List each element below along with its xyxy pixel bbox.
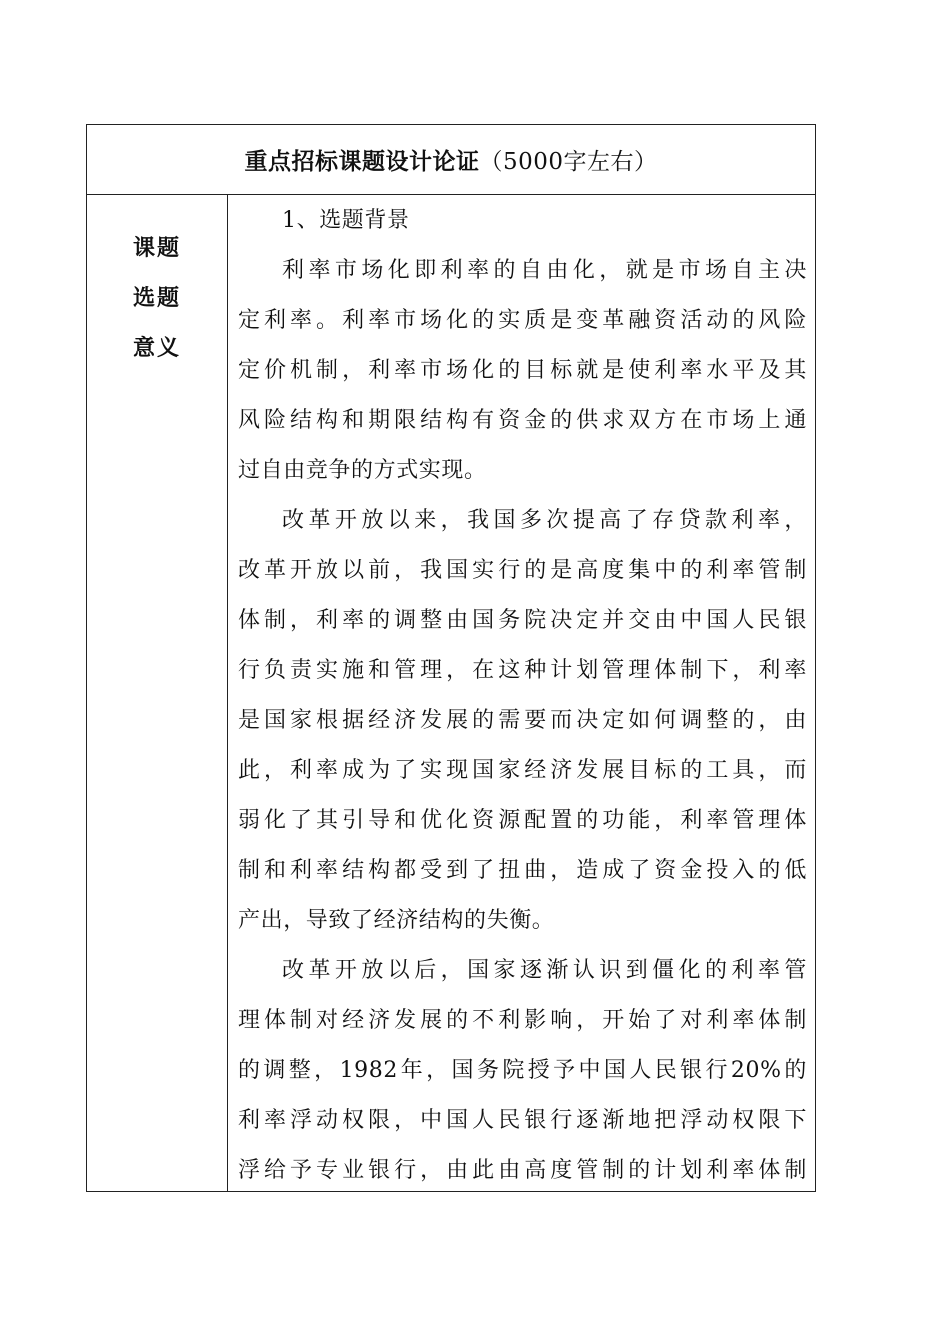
section-heading: 1、选题背景 bbox=[282, 208, 410, 233]
row-label-line: 课题 bbox=[132, 235, 181, 261]
paragraph-line: 利率浮动权限，中国人民银行逐渐地把浮动权限下 bbox=[238, 1108, 807, 1133]
paragraph-line: 改革开放以前，我国实行的是高度集中的利率管制 bbox=[238, 558, 807, 583]
table-title-row bbox=[87, 125, 815, 195]
paragraph-line: 定利率。利率市场化的实质是变革融资活动的风险 bbox=[238, 308, 807, 333]
paragraph-line: 改革开放以后，国家逐渐认识到僵化的利率管 bbox=[282, 958, 807, 983]
row-label-cell bbox=[87, 195, 228, 1191]
paragraph-line: 风险结构和期限结构有资金的供求双方在市场上通 bbox=[238, 408, 807, 433]
paragraph-line: 定价机制，利率市场化的目标就是使利率水平及其 bbox=[238, 358, 807, 383]
content-cell bbox=[228, 195, 815, 1191]
table-title bbox=[244, 143, 657, 176]
paragraph-line: 行负责实施和管理，在这种计划管理体制下，利率 bbox=[238, 658, 807, 683]
row-label-line: 选题 bbox=[132, 285, 181, 311]
table-title-main: 重点招标课题设计论证 bbox=[244, 148, 480, 175]
row-label-line: 意义 bbox=[132, 335, 181, 361]
paragraph-line: 是国家根据经济发展的需要而决定如何调整的，由 bbox=[238, 708, 807, 733]
paragraph-line: 此，利率成为了实现国家经济发展目标的工具，而 bbox=[238, 758, 807, 783]
proposal-table bbox=[86, 124, 816, 1192]
paragraph-line: 体制，利率的调整由国务院决定并交由中国人民银 bbox=[238, 608, 807, 633]
paragraph-line: 的调整，1982年，国务院授予中国人民银行20%的 bbox=[238, 1058, 807, 1083]
paragraph-line: 利率市场化即利率的自由化，就是市场自主决 bbox=[282, 258, 807, 283]
paragraph-line: 浮给予专业银行，由此由高度管制的计划利率体制 bbox=[238, 1158, 807, 1183]
paragraph-line: 理体制对经济发展的不利影响，开始了对利率体制 bbox=[238, 1008, 807, 1033]
table-title-suffix: （5000字左右） bbox=[479, 149, 658, 175]
paragraph-line: 弱化了其引导和优化资源配置的功能，利率管理体 bbox=[238, 808, 807, 833]
paragraph-line: 改革开放以来，我国多次提高了存贷款利率， bbox=[282, 508, 807, 533]
paragraph-line: 过自由竞争的方式实现。 bbox=[238, 458, 487, 483]
paragraph-line: 制和利率结构都受到了扭曲，造成了资金投入的低 bbox=[238, 858, 807, 883]
paragraph-line: 产出，导致了经济结构的失衡。 bbox=[238, 908, 555, 933]
